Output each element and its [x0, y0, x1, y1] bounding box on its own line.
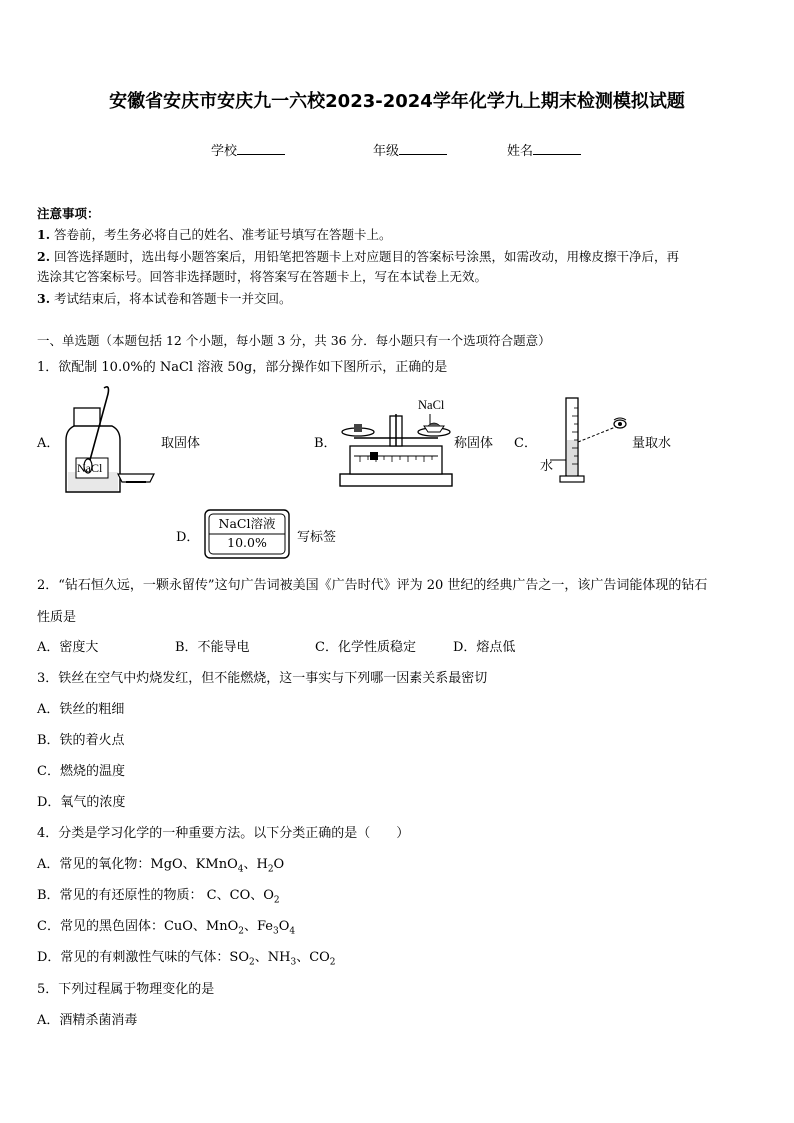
notes-heading: 注意事项： — [37, 206, 100, 221]
note-item-1: 1. 答卷前，考生务必将自己的姓名、准考证号填写在答题卡上。 — [37, 227, 392, 242]
jar-label: NaCl — [77, 461, 103, 475]
school-label: 学校 — [211, 144, 238, 159]
q3-option-a: A．铁丝的粗细 — [37, 702, 125, 717]
name-label: 姓名 — [507, 144, 534, 159]
q4-stem: 4．分类是学习化学的一种重要方法。以下分类正确的是（ ） — [37, 826, 410, 841]
q4-option-b: B．常见的有还原性的物质： C、CO、$O_2$ — [37, 888, 280, 906]
grade-label: 年级 — [373, 144, 400, 159]
q1-option-b-caption: 称固体 — [454, 436, 494, 451]
q2-option-d: D．熔点低 — [453, 640, 516, 655]
balance-nacl-label: NaCl — [418, 398, 445, 412]
q3-option-b: B．铁的着火点 — [37, 733, 125, 748]
note-item-2-cont: 选涂其它答案标号。回答非选择题时，将答案写在答题卡上，写在本试卷上无效。 — [37, 269, 488, 284]
q5-stem: 5．下列过程属于物理变化的是 — [37, 982, 215, 997]
cylinder-water-label: 水 — [540, 459, 554, 474]
q5-option-a: A．酒精杀菌消毒 — [37, 1013, 138, 1028]
q1-option-d-letter: D． — [176, 530, 200, 545]
school-field — [211, 140, 285, 159]
label-line-1: NaCl溶液 — [218, 516, 276, 531]
q2-option-c: C．化学性质稳定 — [315, 640, 416, 655]
school-blank — [237, 142, 285, 155]
q4-option-a: A．常见的氧化物：MgO、KMnO$_4$、$H_2O$ — [37, 857, 285, 875]
q3-stem: 3．铁丝在空气中灼烧发红，但不能燃烧，这一事实与下列哪一因素关系最密切 — [37, 671, 488, 686]
q1-option-c-caption: 量取水 — [632, 436, 672, 451]
q2-stem-line-2: 性质是 — [37, 610, 77, 625]
q1-option-b-letter: B． — [314, 436, 337, 451]
note-item-3: 3. 考试结束后，将本试卷和答题卡一并交回。 — [37, 291, 292, 306]
q1-stem: 1．欲配制 10.0%的 NaCl 溶液 50g，部分操作如下图所示，正确的是 — [37, 360, 448, 375]
q2-option-b: B．不能导电 — [175, 640, 250, 655]
grade-field — [373, 140, 447, 159]
q3-option-c: C．燃烧的温度 — [37, 764, 125, 779]
name-field — [507, 140, 581, 159]
q4-option-c: C．常见的黑色固体：CuO、MnO$_2$、$Fe_3O_4$ — [37, 919, 296, 937]
name-blank — [533, 142, 581, 155]
grade-blank — [399, 142, 447, 155]
note-item-2: 2. 回答选择题时，选出每小题答案后，用铅笔把答题卡上对应题目的答案标号涂黑，如需改动，用橡皮擦干净后，再 — [37, 249, 680, 264]
q4-option-d: D．常见的有刺激性气味的气体：$SO_2$、$NH_3$、$CO_2$ — [37, 950, 336, 968]
reagent-jar-figure — [60, 386, 170, 498]
q2-option-a: A．密度大 — [37, 640, 99, 655]
q1-option-d-caption: 写标签 — [297, 530, 337, 545]
q1-option-c-letter: C． — [514, 436, 537, 451]
page-title: 安徽省安庆市安庆九一六校2023-2024学年化学九上期末检测模拟试题 — [109, 91, 685, 112]
q3-option-d: D．氧气的浓度 — [37, 795, 126, 810]
label-line-2: 10.0% — [227, 535, 267, 550]
q1-option-a-letter: A． — [37, 436, 60, 451]
q1-option-a-caption: 取固体 — [161, 436, 201, 451]
section-heading: 一、单选题（本题包括 12 个小题，每小题 3 分，共 36 分．每小题只有一个选项符合题意） — [37, 333, 551, 348]
q2-stem-line-1: 2．“钻石恒久远，一颗永留传”这句广告词被美国《广告时代》评为 20 世纪的经典广告之一，该广告词能体现的钻石 — [37, 578, 708, 593]
